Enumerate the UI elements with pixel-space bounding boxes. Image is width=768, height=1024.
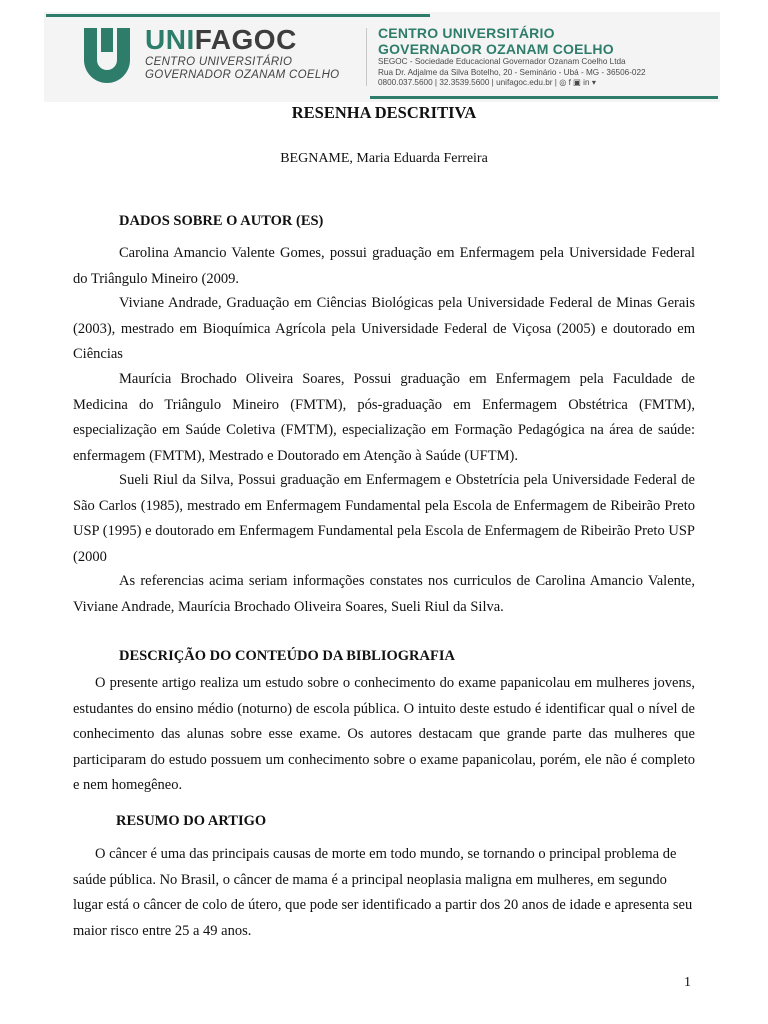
unifagoc-logo-icon (82, 26, 132, 84)
institution-line-1: CENTRO UNIVERSITÁRIO (378, 25, 555, 41)
document-author: BEGNAME, Maria Eduarda Ferreira (280, 151, 488, 166)
section-heading-autores: DADOS SOBRE O AUTOR (ES) (119, 213, 324, 229)
paragraph-autor-mauricia: Maurícia Brochado Oliveira Soares, Possui graduação em Enfermagem pela Faculdade de Medicina do Triângulo Mineiro (FMTM), pós-graduação em Enfermagem Obstétrica (FMTM), especialização em Saúde Coletiva (FMTM), especialização em Formação Pedagógica na área de saúde: enfermagem (FMTM), Mestrado e Doutorado em Atenção à Saúde (UFTM). (73, 371, 695, 464)
paragraph-autor-viviane: Viviane Andrade, Graduação em Ciências Biológicas pela Universidade Federal de Minas Gerais (2003), mestrado em Bioquímica Agrícola pela Universidade Federal de Viçosa (2005) e doutorado em Ciências (73, 295, 695, 362)
paragraph-autor-sueli: Sueli Riul da Silva, Possui graduação em Enfermagem e Obstetrícia pela Universidade Federal de São Carlos (1985), mestrado em Enfermagem Fundamental pela Escola de Enfermagem de Ribeirão Preto USP (1995) e doutorado em Enfermagem Fundamental pela Escola de Enfermagem de Ribeirão Preto USP (2000 (73, 472, 695, 565)
institution-company: SEGOC - Sociedade Educacional Governador Ozanam Coelho Ltda (378, 57, 626, 66)
page-number: 1 (684, 975, 691, 990)
brand-name (145, 24, 339, 56)
brand-fagoc: FAGOC (194, 24, 297, 55)
institution-address: Rua Dr. Adjalme da Silva Botelho, 20 - Seminário - Ubá - MG - 36506-022 (378, 67, 646, 77)
brand-sub-line-1: CENTRO UNIVERSITÁRIO (145, 56, 293, 68)
paragraph-autores-referencias: As referencias acima seriam informações constates nos curriculos de Carolina Amancio Valente, Viviane Andrade, Maurícia Brochado Oliveira Soares, Sueli Riul da Silva. (73, 573, 695, 615)
document-title: RESENHA DESCRITIVA (291, 103, 477, 122)
header-divider (366, 28, 367, 86)
institution-contact: 0800.037.5600 | 32.3539.5600 | unifagoc.edu.br | ◎ f ▣ in ▾ (378, 78, 596, 87)
paragraph-autor-carolina: Carolina Amancio Valente Gomes, possui graduação em Enfermagem pela Universidade Federal do Triângulo Mineiro (2009. (73, 245, 695, 287)
section-heading-resumo: RESUMO DO ARTIGO (116, 813, 267, 829)
brand-uni: UNI (145, 24, 195, 55)
paragraph-descricao: O presente artigo realiza um estudo sobre o conhecimento do exame papanicolau em mulheres jovens, estudantes do ensino médio (noturno) de escola pública. O intuito deste estudo é identificar qual o nível de conhecimento das alunas sobre esse exame. Os autores destacam que grande parte das mulheres que participaram do estudo possuem um conhecimento sobre o exame papanicolau, porém, ele não é completo e nem homegêneo. (73, 675, 695, 793)
section-heading-descricao: DESCRIÇÃO DO CONTEÚDO DA BIBLIOGRAFIA (119, 648, 455, 664)
paragraph-resumo: O câncer é uma das principais causas de morte em todo mundo, se tornando o principal problema de saúde pública. No Brasil, o câncer de mama é a principal neoplasia maligna em mulheres, em segundo lugar está o câncer de colo de útero, que pode ser identificado a partir dos 20 anos de idade e apresenta seu maior risco entre 25 a 49 anos. (73, 846, 693, 939)
header-rule-bottom (370, 96, 718, 99)
header-rule-top (46, 14, 430, 17)
brand-block (145, 24, 339, 82)
institution-line-2: GOVERNADOR OZANAM COELHO (378, 41, 614, 57)
institution-block (378, 25, 646, 89)
brand-sub-line-2: GOVERNADOR OZANAM COELHO (145, 69, 340, 81)
